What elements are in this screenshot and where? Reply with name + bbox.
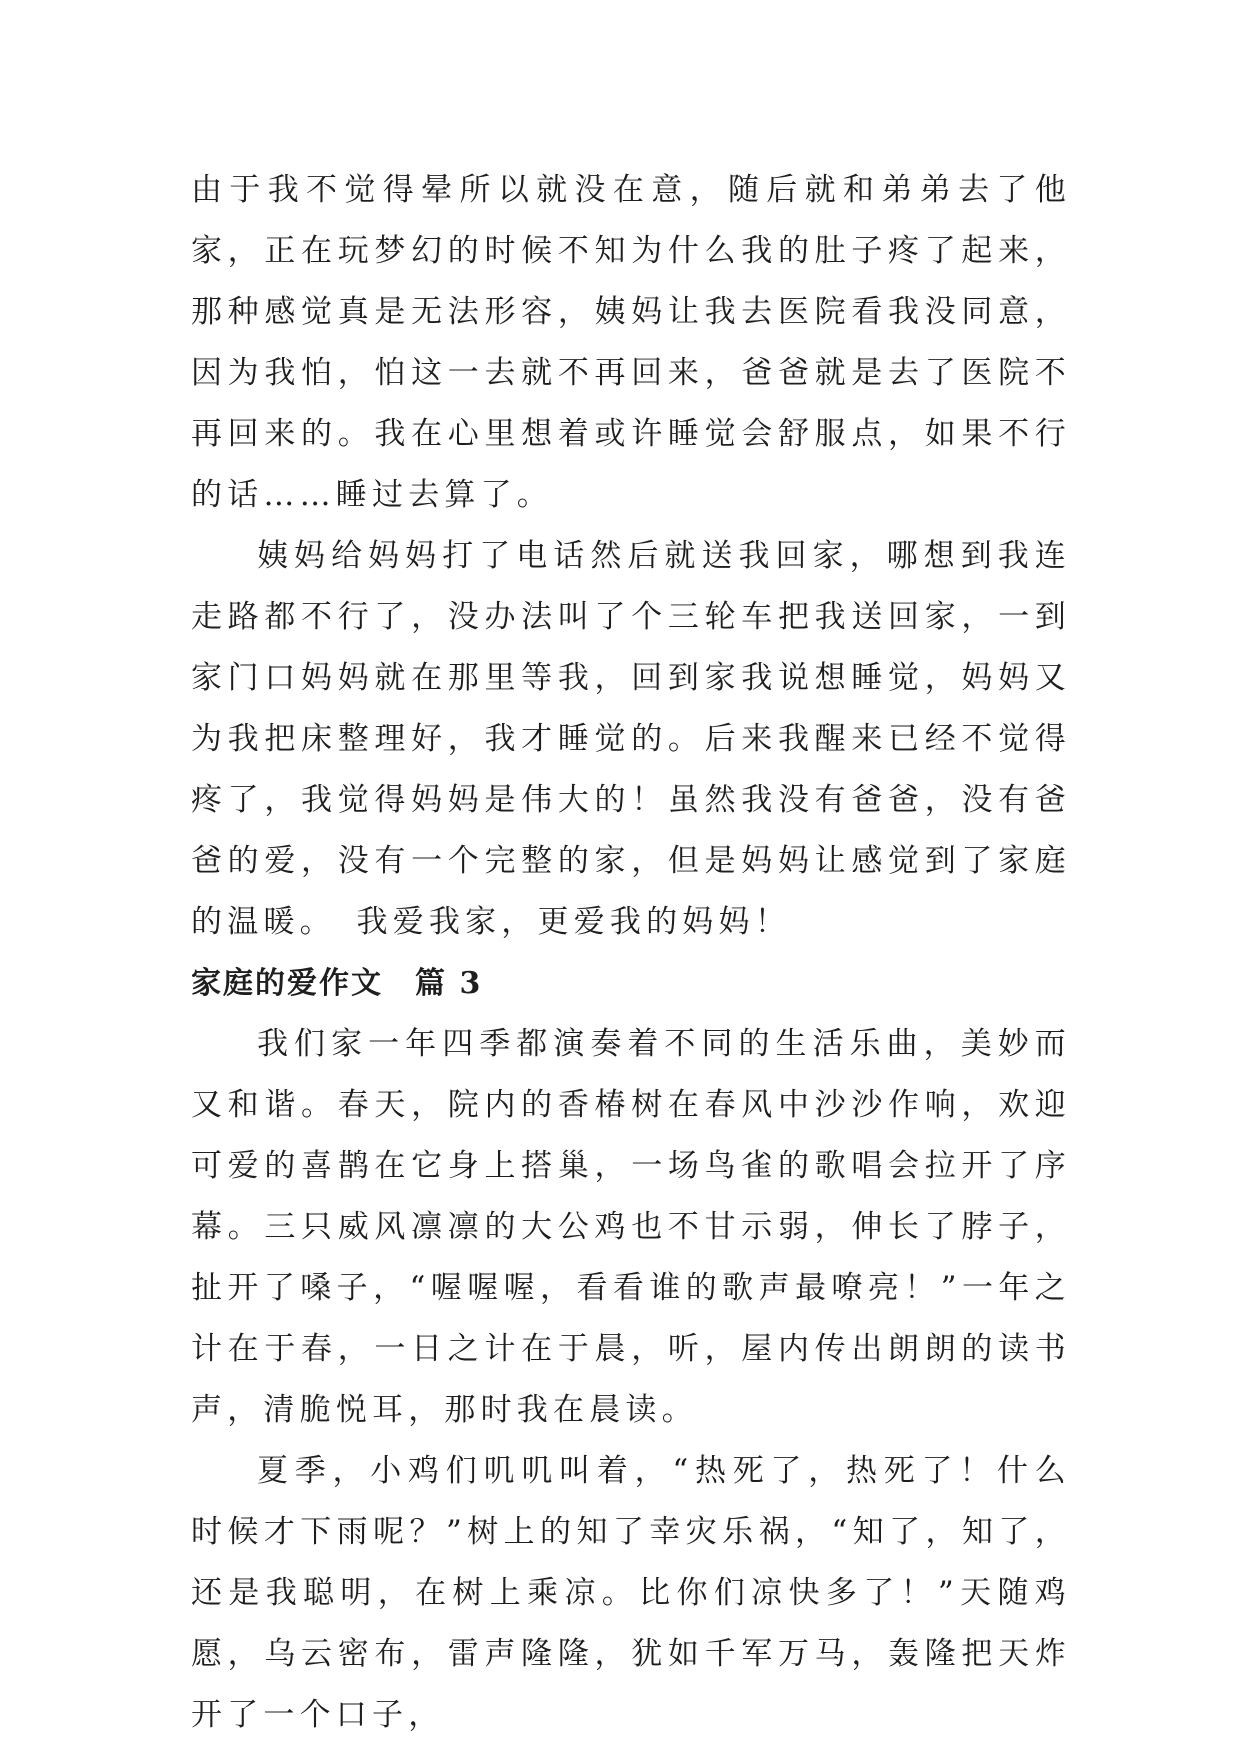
paragraph-continued: 由于我不觉得晕所以就没在意，随后就和弟弟去了他家，正在玩梦幻的时候不知为什么我的肚子疼了起来，那种感觉真是无法形容，姨妈让我去医院看我没同意，因为我怕，怕这一去就不再回来，爸爸就是去了医院不再回来的。我在心里想着或许睡觉会舒服点，如果不行的话……睡过去算了。 (191, 172, 1071, 513)
section-heading: 家庭的爱作文 篇 3 (191, 966, 483, 1001)
paragraph-mother-love: 姨妈给妈妈打了电话然后就送我回家，哪想到我连走路都不行了，没办法叫了个三轮车把我送回家，一到家门口妈妈就在那里等我，回到家我说想睡觉，妈妈又为我把床整理好，我才睡觉的。后来我醒来已经不觉得疼了，我觉得妈妈是伟大的！虽然我没有爸爸，没有爸爸的爱，没有一个完整的家，但是妈妈让感觉到了家庭的温暖。 我爱我家，更爱我的妈妈！ (191, 538, 1071, 940)
document-body (191, 160, 1071, 1746)
paragraph-spring: 我们家一年四季都演奏着不同的生活乐曲，美妙而又和谐。春天，院内的香椿树在春风中沙沙作响，欢迎可爱的喜鹊在它身上搭巢，一场鸟雀的歌唱会拉开了序幕。三只威风凛凛的大公鸡也不甘示弱，伸长了脖子，扯开了嗓子，“喔喔喔，看看谁的歌声最嘹亮！”一年之计在于春，一日之计在于晨，听，屋内传出朗朗的读书声，清脆悦耳，那时我在晨读。 (191, 1026, 1071, 1428)
paragraph-summer: 夏季，小鸡们叽叽叫着，“热死了，热死了！什么时候才下雨呢？”树上的知了幸灾乐祸，“知了，知了，还是我聪明，在树上乘凉。比你们凉快多了！”天随鸡愿，乌云密布，雷声隆隆，犹如千军万马，轰隆把天炸开了一个口子， (191, 1453, 1071, 1733)
